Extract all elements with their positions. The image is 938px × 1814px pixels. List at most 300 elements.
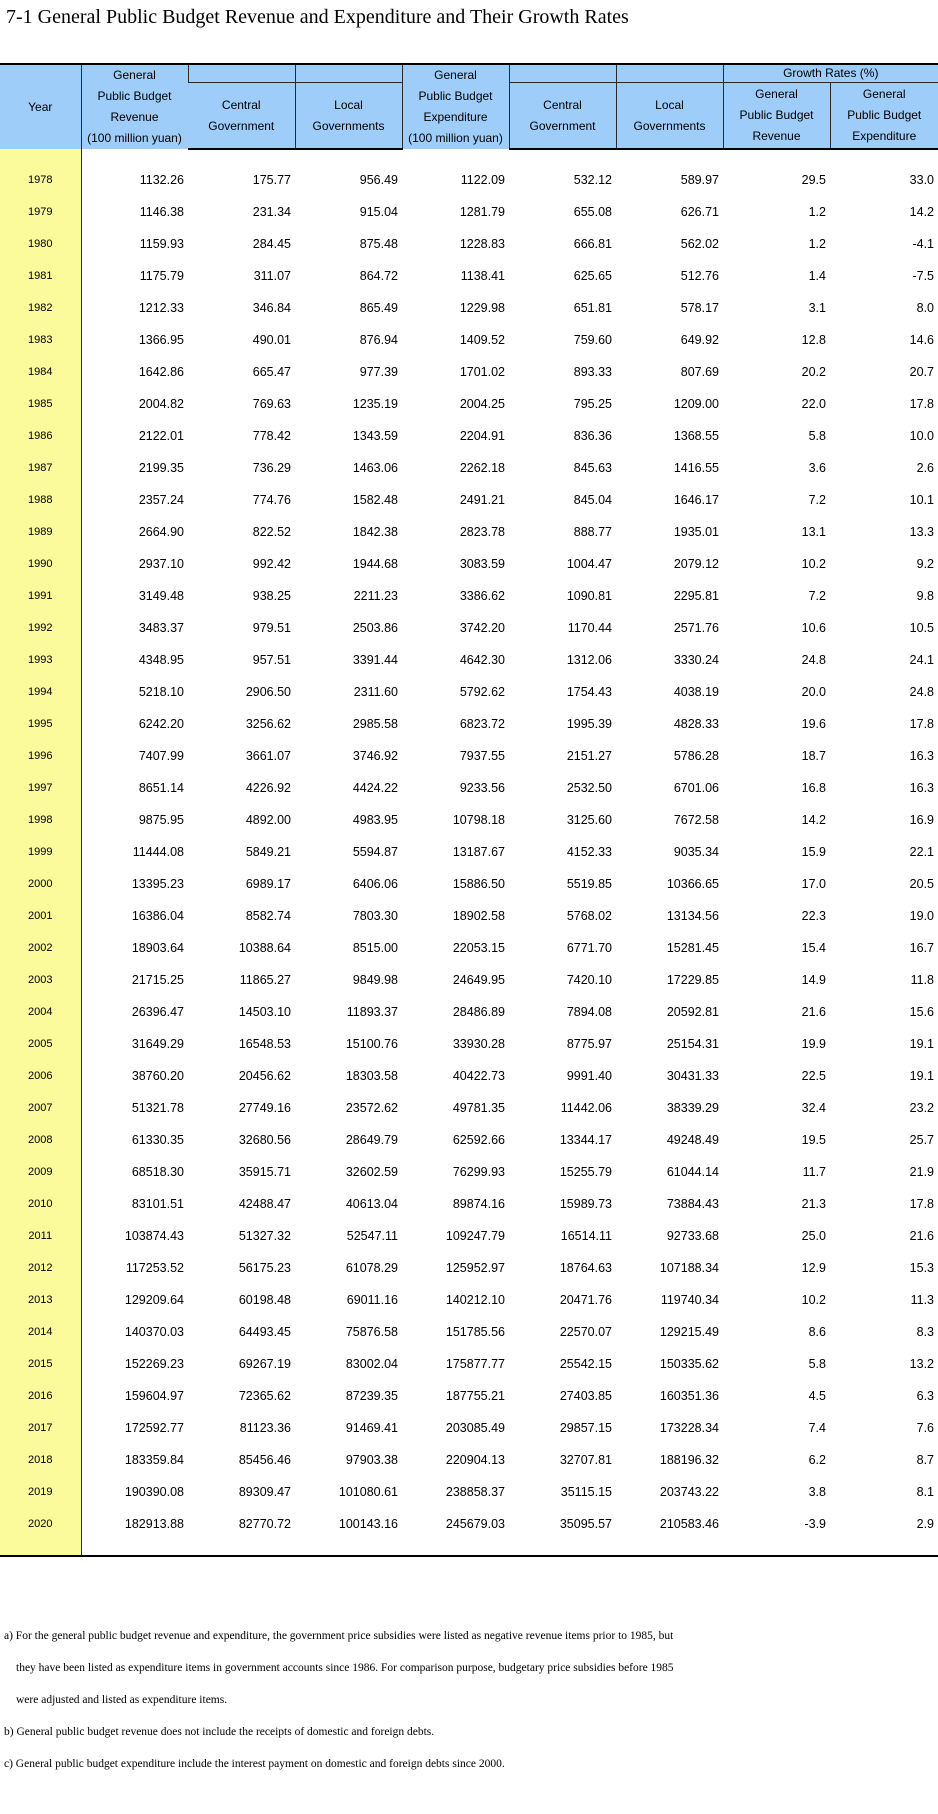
revenue-cell: 2357.24: [138, 493, 184, 507]
growth-revenue-cell: 14.2: [801, 813, 826, 827]
exp-central-cell: 22570.07: [559, 1325, 612, 1339]
table-row: [0, 996, 938, 1028]
growth-revenue-cell: 17.0: [801, 877, 826, 891]
exp-local-cell: 1935.01: [673, 525, 719, 539]
rev-central-cell: 957.51: [252, 653, 291, 667]
exp-local-cell: 15281.45: [666, 941, 719, 955]
growth-revenue-cell: 5.8: [808, 429, 826, 443]
exp-central-cell: 35115.15: [560, 1485, 612, 1499]
revenue-cell: 1159.93: [139, 237, 184, 251]
table-row: [0, 1188, 938, 1220]
rev-central-cell: 774.76: [252, 493, 291, 507]
exp-local-cell: 1646.17: [673, 493, 719, 507]
exp-local-cell: 107188.34: [659, 1261, 719, 1275]
rev-local-cell: 4983.95: [352, 813, 398, 827]
growth-expenditure-cell: 15.3: [909, 1261, 935, 1275]
year-cell: 2007: [0, 1092, 81, 1124]
revenue-cell: 159604.97: [124, 1389, 184, 1403]
expenditure-cell: 2204.91: [459, 429, 505, 443]
exp-local-cell: 38339.29: [666, 1101, 719, 1115]
year-cell: 1991: [0, 580, 81, 612]
expenditure-cell: 76299.93: [452, 1165, 505, 1179]
spacer-row: [0, 149, 938, 164]
growth-expenditure-cell: 17.8: [909, 1197, 935, 1211]
table-row: [0, 580, 938, 612]
rev-central-cell: 311.07: [253, 269, 291, 283]
header-rev-central: Central Government: [188, 83, 295, 149]
rev-local-cell: 4424.22: [352, 781, 398, 795]
revenue-cell: 5218.10: [138, 685, 184, 699]
year-cell: 1996: [0, 740, 81, 772]
revenue-cell: 61330.35: [131, 1133, 184, 1147]
growth-revenue-cell: 3.8: [808, 1485, 826, 1499]
growth-revenue-cell: 7.2: [808, 589, 826, 603]
exp-local-cell: 13134.56: [666, 909, 719, 923]
rev-local-cell: 28649.79: [345, 1133, 398, 1147]
header-rev-central-top: [188, 64, 295, 83]
rev-local-cell: 83002.04: [345, 1357, 398, 1371]
rev-local-cell: 9849.98: [352, 973, 398, 987]
rev-central-cell: 665.47: [252, 365, 291, 379]
year-cell: 2016: [0, 1380, 81, 1412]
table-row: [0, 356, 938, 388]
revenue-cell: 11444.08: [132, 845, 184, 859]
exp-central-cell: 625.65: [573, 269, 612, 283]
table-row: [0, 1252, 938, 1284]
rev-central-cell: 27749.16: [238, 1101, 291, 1115]
exp-local-cell: 150335.62: [659, 1357, 719, 1371]
rev-central-cell: 231.34: [252, 205, 291, 219]
table-row: [0, 548, 938, 580]
expenditure-cell: 13187.67: [452, 845, 505, 859]
table-row: [0, 452, 938, 484]
revenue-cell: 190390.08: [124, 1485, 184, 1499]
rev-local-cell: 1235.19: [352, 397, 398, 411]
expenditure-cell: 18902.58: [452, 909, 505, 923]
expenditure-cell: 125952.97: [445, 1261, 505, 1275]
exp-central-cell: 9991.40: [566, 1069, 612, 1083]
year-cell: 1997: [0, 772, 81, 804]
exp-central-cell: 7420.10: [566, 973, 612, 987]
growth-expenditure-cell: 15.6: [909, 1005, 935, 1019]
year-cell: 2020: [0, 1508, 81, 1540]
expenditure-cell: 10798.18: [452, 813, 505, 827]
exp-central-cell: 5519.85: [566, 877, 612, 891]
exp-central-cell: 25542.15: [559, 1357, 612, 1371]
growth-revenue-cell: 3.6: [808, 461, 826, 475]
exp-central-cell: 532.12: [573, 173, 612, 187]
year-cell: 1980: [0, 228, 81, 260]
exp-central-cell: 836.36: [573, 429, 612, 443]
year-cell: 2011: [0, 1220, 81, 1252]
table-row: [0, 900, 938, 932]
rev-central-cell: 979.51: [252, 621, 291, 635]
table-row: [0, 868, 938, 900]
expenditure-cell: 5792.62: [459, 685, 505, 699]
rev-local-cell: 8515.00: [352, 941, 398, 955]
page-title: 7-1 General Public Budget Revenue and Expenditure and Their Growth Rates: [6, 6, 629, 28]
growth-revenue-cell: 22.5: [801, 1069, 826, 1083]
exp-central-cell: 27403.85: [559, 1389, 612, 1403]
table-row: [0, 292, 938, 324]
growth-expenditure-cell: 11.8: [910, 973, 935, 987]
value-cell: [509, 1540, 616, 1556]
exp-local-cell: 589.97: [680, 173, 719, 187]
rev-local-cell: 865.49: [359, 301, 398, 315]
growth-expenditure-cell: 14.6: [909, 333, 935, 347]
year-cell: [0, 149, 81, 164]
revenue-cell: 2937.10: [138, 557, 184, 571]
exp-local-cell: 173228.34: [659, 1421, 719, 1435]
revenue-cell: 16386.04: [131, 909, 184, 923]
exp-local-cell: 1209.00: [673, 397, 719, 411]
header-exp-local: Local Governments: [616, 83, 723, 149]
expenditure-cell: 3083.59: [459, 557, 505, 571]
table-row: [0, 164, 938, 196]
expenditure-cell: 3386.62: [459, 589, 505, 603]
growth-expenditure-cell: 16.3: [909, 781, 935, 795]
growth-expenditure-cell: 16.3: [909, 749, 935, 763]
table-row: [0, 228, 938, 260]
exp-local-cell: 562.02: [680, 237, 719, 251]
revenue-cell: 1146.38: [139, 205, 184, 219]
table-row: [0, 196, 938, 228]
year-cell: 2004: [0, 996, 81, 1028]
rev-central-cell: 82770.72: [238, 1517, 291, 1531]
growth-revenue-cell: 5.8: [808, 1357, 826, 1371]
value-cell: [188, 1540, 295, 1556]
year-cell: 1990: [0, 548, 81, 580]
expenditure-cell: 89874.16: [452, 1197, 505, 1211]
exp-central-cell: 13344.17: [559, 1133, 612, 1147]
rev-central-cell: 85456.46: [238, 1453, 291, 1467]
exp-local-cell: 203743.22: [659, 1485, 719, 1499]
exp-local-cell: 73884.43: [666, 1197, 719, 1211]
revenue-cell: 38760.20: [131, 1069, 184, 1083]
rev-local-cell: 100143.16: [338, 1517, 398, 1531]
expenditure-cell: 187755.21: [445, 1389, 505, 1403]
rev-local-cell: 75876.58: [345, 1325, 398, 1339]
year-cell: 1979: [0, 196, 81, 228]
exp-central-cell: 5768.02: [566, 909, 612, 923]
expenditure-cell: 2823.78: [459, 525, 505, 539]
exp-local-cell: 2079.12: [673, 557, 719, 571]
exp-central-cell: 1170.44: [567, 621, 612, 635]
rev-central-cell: 56175.23: [238, 1261, 291, 1275]
year-cell: 1982: [0, 292, 81, 324]
growth-expenditure-cell: 6.3: [916, 1389, 935, 1403]
revenue-cell: 26396.47: [131, 1005, 184, 1019]
value-cell: [616, 1540, 723, 1556]
exp-local-cell: 2571.76: [673, 621, 719, 635]
table-row: [0, 644, 938, 676]
growth-revenue-cell: 12.9: [801, 1261, 826, 1275]
footnote-c: c) General public budget expenditure include the interest payment on domestic and foreign debts since 2000.: [4, 1758, 505, 1770]
value-cell: [830, 1540, 938, 1556]
rev-central-cell: 346.84: [252, 301, 291, 315]
revenue-cell: 2199.35: [138, 461, 184, 475]
expenditure-cell: 245679.03: [445, 1517, 505, 1531]
exp-local-cell: 9035.34: [673, 845, 719, 859]
value-cell: [295, 1540, 402, 1556]
expenditure-cell: 7937.55: [459, 749, 505, 763]
year-cell: 1999: [0, 836, 81, 868]
revenue-cell: 9875.95: [138, 813, 184, 827]
growth-revenue-cell: -3.9: [804, 1517, 826, 1531]
exp-local-cell: 210583.46: [659, 1517, 719, 1531]
growth-revenue-cell: 20.2: [801, 365, 826, 379]
growth-expenditure-cell: 11.3: [910, 1293, 935, 1307]
revenue-cell: 183359.84: [124, 1453, 184, 1467]
revenue-cell: 117253.52: [125, 1261, 184, 1275]
exp-local-cell: 7672.58: [673, 813, 719, 827]
rev-local-cell: 2985.58: [352, 717, 398, 731]
revenue-cell: 2004.82: [138, 397, 184, 411]
footnote-b: b) General public budget revenue does not include the receipts of domestic and foreign debts.: [4, 1726, 435, 1738]
exp-local-cell: 49248.49: [666, 1133, 719, 1147]
rev-central-cell: 6989.17: [245, 877, 291, 891]
table-row: [0, 1220, 938, 1252]
year-cell: 2013: [0, 1284, 81, 1316]
year-cell: 1987: [0, 452, 81, 484]
year-cell: 2010: [0, 1188, 81, 1220]
value-cell: [402, 149, 509, 164]
exp-central-cell: 16514.11: [560, 1229, 612, 1243]
rev-local-cell: 2211.23: [353, 589, 398, 603]
revenue-cell: 103874.43: [124, 1229, 184, 1243]
expenditure-cell: 15886.50: [452, 877, 505, 891]
exp-central-cell: 29857.15: [559, 1421, 612, 1435]
expenditure-cell: 9233.56: [459, 781, 505, 795]
table-row: [0, 260, 938, 292]
rev-local-cell: 5594.87: [352, 845, 398, 859]
exp-local-cell: 578.17: [680, 301, 719, 315]
value-cell: [723, 1540, 830, 1556]
rev-central-cell: 11865.27: [239, 973, 291, 987]
expenditure-cell: 1281.79: [459, 205, 505, 219]
value-cell: [81, 1540, 188, 1556]
rev-local-cell: 97903.38: [345, 1453, 398, 1467]
rev-central-cell: 10388.64: [238, 941, 291, 955]
year-cell: 1985: [0, 388, 81, 420]
growth-revenue-cell: 22.0: [801, 397, 826, 411]
year-cell: 1984: [0, 356, 81, 388]
table-row: [0, 932, 938, 964]
growth-revenue-cell: 25.0: [801, 1229, 826, 1243]
table-row: [0, 740, 938, 772]
value-cell: [402, 1540, 509, 1556]
expenditure-cell: 22053.15: [452, 941, 505, 955]
table-row: [0, 1028, 938, 1060]
year-cell: 2015: [0, 1348, 81, 1380]
exp-central-cell: 4152.33: [566, 845, 612, 859]
growth-expenditure-cell: 22.1: [909, 845, 935, 859]
header-exp-central-top: [509, 64, 616, 83]
growth-expenditure-cell: 8.1: [916, 1485, 935, 1499]
exp-central-cell: 35095.57: [559, 1517, 612, 1531]
exp-local-cell: 30431.33: [666, 1069, 719, 1083]
growth-revenue-cell: 24.8: [801, 653, 826, 667]
growth-revenue-cell: 4.5: [808, 1389, 826, 1403]
expenditure-cell: 2262.18: [459, 461, 505, 475]
expenditure-cell: 1122.09: [460, 173, 505, 187]
expenditure-cell: 140212.10: [445, 1293, 505, 1307]
table-row: [0, 324, 938, 356]
growth-expenditure-cell: 24.1: [909, 653, 935, 667]
rev-local-cell: 32602.59: [345, 1165, 398, 1179]
table-row: [0, 1284, 938, 1316]
exp-local-cell: 626.71: [680, 205, 719, 219]
revenue-cell: 3483.37: [138, 621, 184, 635]
exp-central-cell: 1754.43: [566, 685, 612, 699]
rev-central-cell: 64493.45: [238, 1325, 291, 1339]
header-growth-revenue: General Public Budget Revenue: [723, 83, 830, 149]
revenue-cell: 129209.64: [124, 1293, 184, 1307]
exp-central-cell: 7894.08: [566, 1005, 612, 1019]
exp-central-cell: 6771.70: [566, 941, 612, 955]
growth-revenue-cell: 7.2: [808, 493, 826, 507]
rev-local-cell: 977.39: [359, 365, 398, 379]
rev-local-cell: 87239.35: [345, 1389, 398, 1403]
expenditure-cell: 175877.77: [445, 1357, 505, 1371]
footnotes: [4, 1626, 934, 1786]
revenue-cell: 4348.95: [138, 653, 184, 667]
rev-local-cell: 61078.29: [345, 1261, 398, 1275]
revenue-cell: 1175.79: [139, 269, 184, 283]
header-revenue: General Public Budget Revenue (100 million yuan): [81, 64, 188, 149]
year-cell: 2014: [0, 1316, 81, 1348]
table-row: [0, 1380, 938, 1412]
expenditure-cell: 28486.89: [452, 1005, 505, 1019]
revenue-cell: 21715.25: [131, 973, 184, 987]
rev-local-cell: 15100.76: [345, 1037, 398, 1051]
exp-central-cell: 1004.47: [566, 557, 612, 571]
exp-local-cell: 4828.33: [673, 717, 719, 731]
exp-central-cell: 893.33: [573, 365, 612, 379]
rev-local-cell: 875.48: [359, 237, 398, 251]
growth-expenditure-cell: 10.5: [909, 621, 935, 635]
table-row: [0, 836, 938, 868]
exp-central-cell: 15989.73: [559, 1197, 612, 1211]
growth-revenue-cell: 7.4: [808, 1421, 826, 1435]
rev-local-cell: 3391.44: [352, 653, 398, 667]
table-row: [0, 1156, 938, 1188]
value-cell: [723, 149, 830, 164]
rev-local-cell: 1842.38: [352, 525, 398, 539]
growth-expenditure-cell: 7.6: [916, 1421, 935, 1435]
growth-revenue-cell: 6.2: [808, 1453, 826, 1467]
growth-expenditure-cell: 2.6: [916, 461, 935, 475]
rev-central-cell: 69267.19: [238, 1357, 291, 1371]
exp-central-cell: 666.81: [573, 237, 612, 251]
revenue-cell: 68518.30: [131, 1165, 184, 1179]
rev-local-cell: 956.49: [359, 173, 398, 187]
growth-revenue-cell: 1.2: [808, 237, 826, 251]
growth-expenditure-cell: 13.3: [909, 525, 935, 539]
growth-expenditure-cell: 24.8: [909, 685, 935, 699]
exp-local-cell: 2295.81: [673, 589, 719, 603]
rev-local-cell: 1582.48: [352, 493, 398, 507]
growth-revenue-cell: 8.6: [808, 1325, 826, 1339]
exp-central-cell: 2151.27: [566, 749, 612, 763]
expenditure-cell: 151785.56: [445, 1325, 505, 1339]
value-cell: [830, 149, 938, 164]
value-cell: [295, 149, 402, 164]
rev-central-cell: 72365.62: [238, 1389, 291, 1403]
rev-central-cell: 16548.53: [238, 1037, 291, 1051]
growth-revenue-cell: 10.6: [801, 621, 826, 635]
growth-revenue-cell: 19.6: [801, 717, 826, 731]
expenditure-cell: 62592.66: [452, 1133, 505, 1147]
revenue-cell: 152269.23: [124, 1357, 184, 1371]
growth-revenue-cell: 19.5: [801, 1133, 826, 1147]
rev-central-cell: 32680.56: [238, 1133, 291, 1147]
year-cell: 1986: [0, 420, 81, 452]
revenue-cell: 7407.99: [138, 749, 184, 763]
table-row: [0, 964, 938, 996]
growth-revenue-cell: 11.7: [802, 1165, 826, 1179]
revenue-cell: 51321.78: [131, 1101, 184, 1115]
expenditure-cell: 1701.02: [459, 365, 505, 379]
growth-expenditure-cell: 19.0: [909, 909, 935, 923]
header-rev-local-top: [295, 64, 402, 83]
table-row: [0, 1060, 938, 1092]
table-row: [0, 420, 938, 452]
rev-central-cell: 938.25: [252, 589, 291, 603]
exp-central-cell: 8775.97: [566, 1037, 612, 1051]
exp-central-cell: 15255.79: [559, 1165, 612, 1179]
exp-local-cell: 92733.68: [666, 1229, 719, 1243]
rev-local-cell: 69011.16: [346, 1293, 398, 1307]
exp-local-cell: 61044.14: [666, 1165, 719, 1179]
table-row: [0, 612, 938, 644]
revenue-cell: 13395.23: [131, 877, 184, 891]
rev-central-cell: 736.29: [252, 461, 291, 475]
rev-local-cell: 864.72: [359, 269, 398, 283]
rev-local-cell: 915.04: [359, 205, 398, 219]
table-row: [0, 1444, 938, 1476]
growth-expenditure-cell: 17.8: [909, 717, 935, 731]
rev-local-cell: 1343.59: [352, 429, 398, 443]
table-row: [0, 484, 938, 516]
exp-local-cell: 649.92: [680, 333, 719, 347]
exp-local-cell: 6701.06: [673, 781, 719, 795]
expenditure-cell: 1229.98: [459, 301, 505, 315]
year-cell: 2000: [0, 868, 81, 900]
year-cell: 1994: [0, 676, 81, 708]
exp-local-cell: 17229.85: [666, 973, 719, 987]
growth-expenditure-cell: 10.0: [909, 429, 935, 443]
expenditure-cell: 1228.83: [459, 237, 505, 251]
exp-local-cell: 3330.24: [673, 653, 719, 667]
growth-revenue-cell: 12.8: [801, 333, 826, 347]
rev-central-cell: 175.77: [252, 173, 291, 187]
growth-revenue-cell: 22.3: [801, 909, 826, 923]
expenditure-cell: 203085.49: [445, 1421, 505, 1435]
exp-local-cell: 20592.81: [666, 1005, 719, 1019]
exp-central-cell: 1090.81: [566, 589, 612, 603]
growth-revenue-cell: 10.2: [801, 557, 826, 571]
rev-local-cell: 52547.11: [346, 1229, 398, 1243]
revenue-cell: 8651.14: [138, 781, 184, 795]
exp-local-cell: 512.76: [680, 269, 719, 283]
exp-local-cell: 10366.65: [666, 877, 719, 891]
exp-central-cell: 2532.50: [566, 781, 612, 795]
revenue-cell: 31649.29: [131, 1037, 184, 1051]
growth-revenue-cell: 10.2: [801, 1293, 826, 1307]
year-cell: 1993: [0, 644, 81, 676]
header-year: Year: [0, 64, 81, 149]
